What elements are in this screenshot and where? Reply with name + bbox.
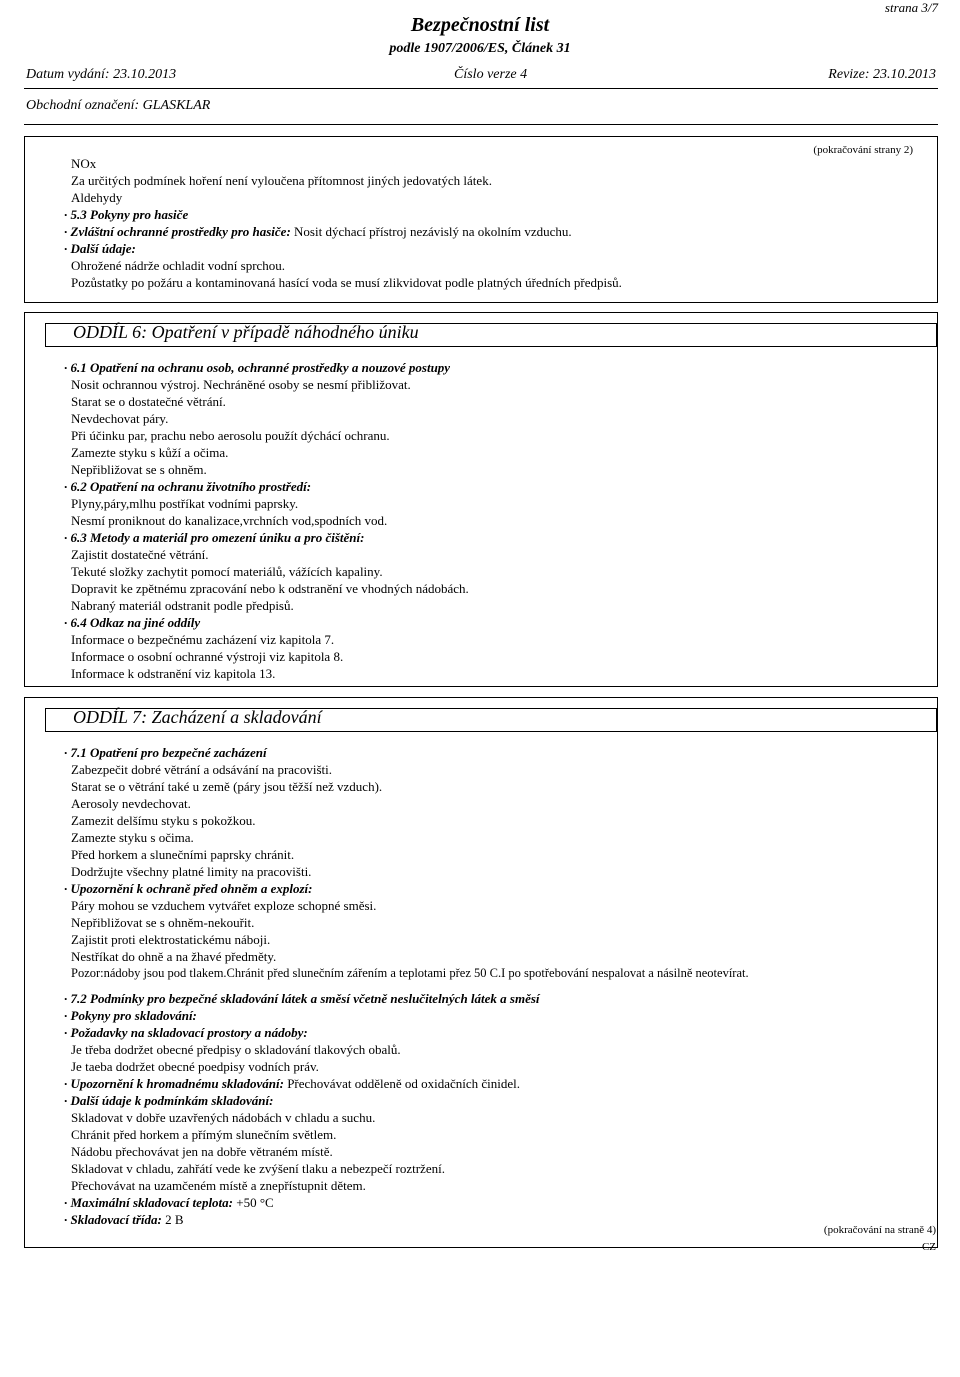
text-line: Dodržujte všechny platné limity na pracovišti. (71, 864, 312, 879)
continued-note: (pokračování na straně 4) (823, 1224, 936, 1236)
text-line: Nevdechovat páry. (71, 411, 169, 426)
text-line: Informace o bezpečnému zacházení viz kapitola 7. (71, 632, 335, 647)
text-line: Nosit ochrannou výstroj. Nechráněné osoby se nesmí přibližovat. (71, 377, 411, 392)
section-7-heading: ODDÍL 7: Zacházení a skladování (45, 708, 937, 732)
text-line: Skladovat v dobře uzavřených nádobách v chladu a suchu. (71, 1110, 376, 1125)
text-line: Nabraný materiál odstranit podle předpisů. (71, 598, 294, 613)
text-line: Ohrožené nádrže ochladit vodní sprchou. (71, 258, 286, 273)
subsection-heading: · Další údaje: (64, 241, 136, 256)
text-line: Skladovat v chladu, zahřátí vede ke zvýšení tlaku a nebezpečí roztržení. (71, 1161, 445, 1176)
text-line: Zamezte styku s kůží a očima. (71, 445, 229, 460)
text-line: Zamezte styku s očima. (71, 830, 194, 845)
text-line: Starat se o dostatečné větrání. (71, 394, 226, 409)
text-line: Přechovávat na uzamčeném místě a znepřístupnit dětem. (71, 1178, 366, 1193)
subsection-heading: · 6.2 Opatření na ochranu životního prostředí: (64, 479, 312, 494)
text-line: · Upozornění k hromadnému skladování: Přechovávat odděleně od oxidačních činidel. (64, 1076, 521, 1091)
text-line: · Zvláštní ochranné prostředky pro hasiče: Nosit dýchací přístroj nezávislý na okolním vzduchu. (64, 224, 572, 239)
language-code: CZ (921, 1241, 936, 1253)
text-line: Chránit před horkem a přímým slunečním světlem. (71, 1127, 337, 1142)
text-line: Je třeba dodržet obecné předpisy o skladování tlakových obalů. (71, 1042, 401, 1057)
subsection-heading: · Požadavky na skladovací prostory a nádoby: (64, 1025, 308, 1040)
text-line: Informace k odstranění viz kapitola 13. (71, 666, 276, 681)
text-line: Zajistit proti elektrostatickému náboji. (71, 932, 271, 947)
text-line: Je taeba dodržet obecné poedpisy vodních práv. (71, 1059, 319, 1074)
version-number: Číslo verze 4 (454, 67, 528, 82)
text-line: · Maximální skladovací teplota: +50 °C (64, 1195, 274, 1210)
text-line: Nestříkat do ohně a na žhavé předměty. (71, 949, 277, 964)
text-line: Aerosoly nevdechovat. (71, 796, 191, 811)
text-line: Plyny,páry,mlhu postříkat vodními paprsky. (71, 496, 299, 511)
trade-name: Obchodní označení: GLASKLAR (26, 98, 211, 113)
subsection-heading: · 7.1 Opatření pro bezpečné zacházení (64, 745, 267, 760)
section-6-heading: ODDÍL 6: Opatření v případě náhodného úniku (45, 323, 937, 347)
subsection-heading: · 6.1 Opatření na ochranu osob, ochranné prostředky a nouzové postupy (64, 360, 451, 375)
text-line: Nepřibližovat se s ohněm. (71, 462, 207, 477)
text-line: Zabezpečit dobré větrání a odsávání na pracovišti. (71, 762, 332, 777)
text-line: Páry mohou se vzduchem vytvářet exploze schopné směsi. (71, 898, 377, 913)
text-line: Nádobu přechovávat jen na dobře větraném místě. (71, 1144, 333, 1159)
text-line: Zajistit dostatečné větrání. (71, 547, 209, 562)
subsection-heading: · Upozornění k ochraně před ohněm a explozí: (64, 881, 313, 896)
text-line: Zamezit delšímu styku s pokožkou. (71, 813, 256, 828)
text-line: Starat se o větrání také u země (páry jsou těžší než vzduch). (71, 779, 383, 794)
header-divider (24, 88, 938, 89)
text-line: Pozůstatky po požáru a kontaminovaná hasící voda se musí zlikvidovat podle platných úředních předpisů. (71, 275, 622, 290)
text-line: Aldehydy (71, 190, 123, 205)
subsection-heading: · Další údaje k podmínkám skladování: (64, 1093, 274, 1108)
subsection-heading: · 6.4 Odkaz na jiné oddíly (64, 615, 201, 630)
page-number: strana 3/7 (884, 0, 938, 15)
text-line: Při účinku par, prachu nebo aerosolu použít dýchácí ochranu. (71, 428, 390, 443)
subsection-heading: · 5.3 Pokyny pro hasiče (64, 207, 189, 222)
continued-note: (pokračování strany 2) (813, 144, 913, 156)
text-line: · Skladovací třída: 2 B (64, 1212, 184, 1227)
text-line: Pozor:nádoby jsou pod tlakem.Chránit před slunečním zářením a teplotami přez 50 C.I po spotřebování nespalovat a násilně neotevírat. (71, 966, 749, 980)
text-line: Dopravit ke zpětnému zpracování nebo k odstranění ve vhodných nádobách. (71, 581, 469, 596)
issue-date: Datum vydání: 23.10.2013 (26, 67, 177, 82)
document-title: Bezpečnostní list (410, 14, 550, 36)
subsection-heading: · 6.3 Metody a materiál pro omezení úniku a pro čištění: (64, 530, 365, 545)
revision-date: Revize: 23.10.2013 (828, 67, 936, 82)
text-line: Před horkem a slunečními paprsky chránit. (71, 847, 295, 862)
subsection-heading: · 7.2 Podmínky pro bezpečné skladování látek a směsí včetně neslučitelných látek a směsí (64, 991, 540, 1006)
header-divider-2 (24, 124, 938, 125)
subsection-heading: · Pokyny pro skladování: (64, 1008, 197, 1023)
text-line: Informace o osobní ochranné výstroji viz kapitola 8. (71, 649, 344, 664)
text-line: NOx (71, 156, 97, 171)
text-line: Tekuté složky zachytit pomocí materiálů, vážících kapaliny. (71, 564, 383, 579)
document-subtitle: podle 1907/2006/ES, Článek 31 (389, 41, 571, 56)
text-line: Za určitých podmínek hoření není vyloučena přítomnost jiných jedovatých látek. (71, 173, 492, 188)
text-line: Nepřibližovat se s ohněm-nekouřit. (71, 915, 255, 930)
text-line: Nesmí proniknout do kanalizace,vrchních vod,spodních vod. (71, 513, 388, 528)
